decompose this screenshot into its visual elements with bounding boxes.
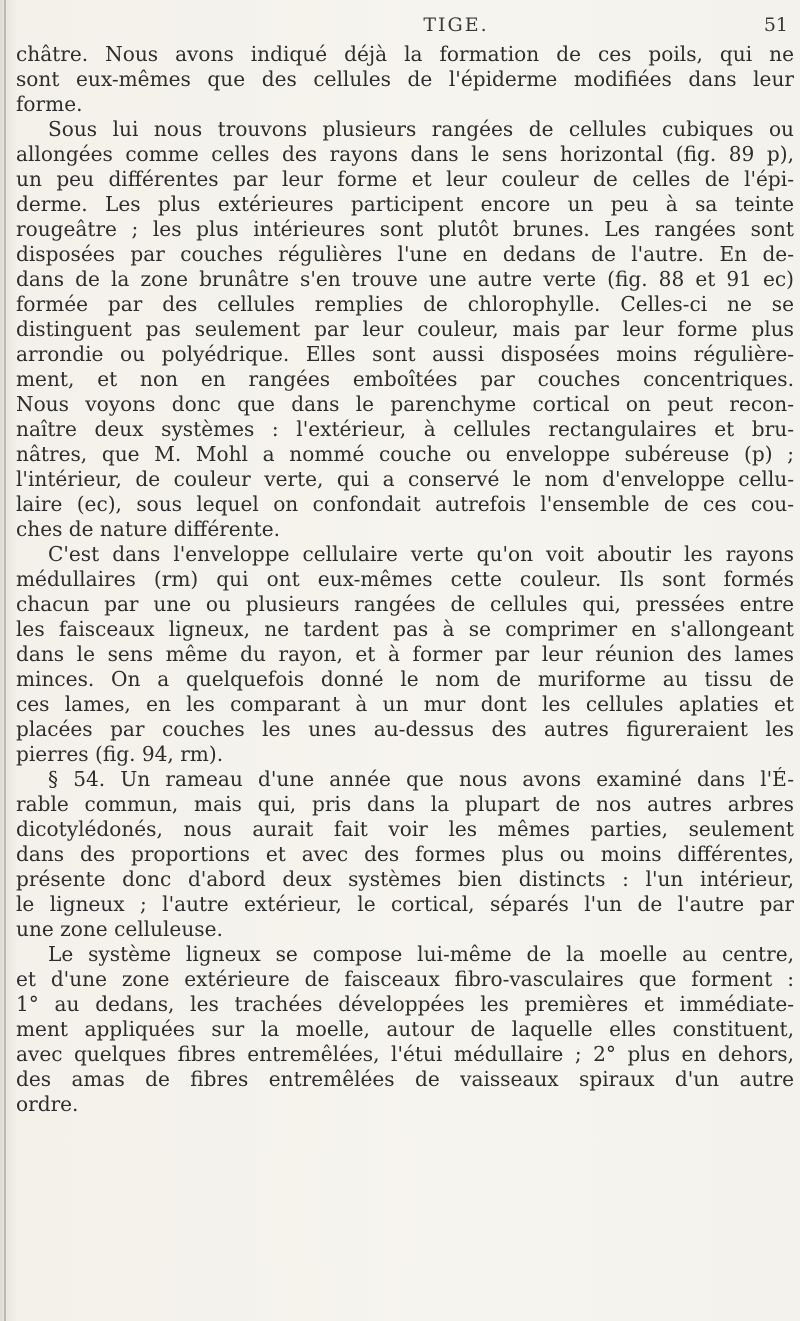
text-line: rable commun, mais qui, pris dans la plupart de nos autres arbres — [16, 792, 794, 816]
text-line: naître deux systèmes : l'extérieur, à cellules rectangulaires et bru- — [16, 417, 794, 441]
body-text — [16, 42, 794, 1117]
text-line: dans des proportions et avec des formes plus ou moins différentes, — [16, 842, 794, 866]
text-line: chacun par une ou plusieurs rangées de cellules qui, pressées entre — [16, 592, 794, 616]
text-line: nâtres, que M. Mohl a nommé couche ou enveloppe subéreuse (p) ; — [16, 442, 794, 466]
text-line: ches de nature différente. — [16, 517, 280, 541]
text-line: avec quelques fibres entremêlées, l'étui médullaire ; 2° plus en dehors, — [16, 1042, 794, 1066]
running-title: TIGE. — [423, 14, 489, 36]
text-line: forme. — [16, 92, 83, 116]
text-line: Sous lui nous trouvons plusieurs rangées de cellules cubiques ou — [48, 117, 794, 141]
text-line: allongées comme celles des rayons dans le sens horizontal (fig. 89 p), — [16, 142, 794, 166]
text-line: dans le sens même du rayon, et à former par leur réunion des lames — [16, 642, 794, 666]
text-line: châtre. Nous avons indiqué déjà la formation de ces poils, qui ne — [16, 42, 794, 66]
text-line: les faisceaux ligneux, ne tardent pas à se comprimer en s'allongeant — [16, 617, 794, 641]
text-line: formée par des cellules remplies de chlorophylle. Celles-ci ne se — [16, 292, 794, 316]
text-line: médullaires (rm) qui ont eux-mêmes cette couleur. Ils sont formés — [16, 567, 794, 591]
text-line: ces lames, en les comparant à un mur dont les cellules aplaties et — [16, 692, 794, 716]
text-line: placées par couches les unes au-dessus des autres figureraient les — [16, 717, 794, 741]
text-line: Le système ligneux se compose lui-même de la moelle au centre, — [48, 942, 794, 966]
text-line: C'est dans l'enveloppe cellulaire verte qu'on voit aboutir les rayons — [48, 542, 794, 566]
text-line: pierres (fig. 94, rm). — [16, 742, 224, 766]
text-line: Nous voyons donc que dans le parenchyme cortical on peut recon- — [16, 392, 794, 416]
text-line: ment, et non en rangées emboîtées par couches concentriques. — [16, 367, 794, 391]
text-line: rougeâtre ; les plus intérieures sont plutôt brunes. Les rangées sont — [16, 217, 794, 241]
text-line: distinguent pas seulement par leur couleur, mais par leur forme plus — [16, 317, 794, 341]
text-line: sont eux-mêmes que des cellules de l'épiderme modifiées dans leur — [16, 67, 794, 91]
text-line: minces. On a quelquefois donné le nom de muriforme au tissu de — [16, 667, 794, 691]
text-line: arrondie ou polyédrique. Elles sont aussi disposées moins régulière- — [16, 342, 794, 366]
text-line: ment appliquées sur la moelle, autour de laquelle elles constituent, — [16, 1017, 794, 1041]
text-line: laire (ec), sous lequel on confondait autrefois l'ensemble de ces cou- — [16, 492, 794, 516]
text-line: présente donc d'abord deux systèmes bien distincts : l'un intérieur, — [16, 867, 794, 891]
text-line: disposées par couches régulières l'une en dedans de l'autre. En de- — [16, 242, 794, 266]
binding-gutter — [4, 0, 6, 1321]
text-line: et d'une zone extérieure de faisceaux fibro-vasculaires que forment : — [16, 967, 794, 991]
text-line: un peu différentes par leur forme et leur couleur de celles de l'épi- — [16, 167, 794, 191]
text-line: dicotylédonés, nous aurait fait voir les mêmes parties, seulement — [16, 817, 794, 841]
text-line: 1° au dedans, les trachées développées les premières et immédiate- — [16, 992, 794, 1016]
page-number: 51 — [763, 14, 788, 36]
text-line: dans de la zone brunâtre s'en trouve une autre verte (fig. 88 et 91 ec) — [16, 267, 794, 291]
text-line: le ligneux ; l'autre extérieur, le cortical, séparés l'un de l'autre par — [16, 892, 794, 916]
text-line: § 54. Un rameau d'une année que nous avons examiné dans l'É- — [48, 767, 794, 791]
text-line: derme. Les plus extérieures participent encore un peu à sa teinte — [16, 192, 794, 216]
text-line: l'intérieur, de couleur verte, qui a conservé le nom d'enveloppe cellu- — [16, 467, 794, 491]
text-line: ordre. — [16, 1092, 79, 1116]
text-line: des amas de fibres entremêlées de vaisseaux spiraux d'un autre — [16, 1067, 794, 1091]
page-header — [16, 14, 796, 38]
text-line: une zone celluleuse. — [16, 917, 223, 941]
